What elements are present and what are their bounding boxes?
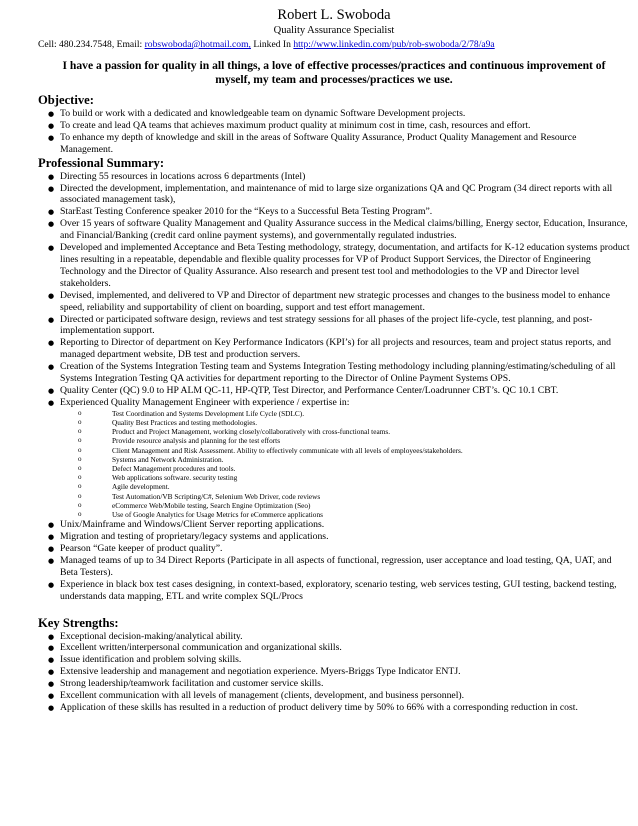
objective-heading: Objective: xyxy=(38,93,94,107)
sub-list-item: o Agile development. xyxy=(112,482,630,491)
sub-list-item: o Web applications software. security testing xyxy=(112,473,630,482)
list-item: ● Extensive leadership and management and negotiation experience. Myers-Briggs Type Indicator ENTJ. xyxy=(60,666,630,678)
strengths-heading: Key Strengths: xyxy=(38,615,119,630)
list-item: ● Directed or participated software design, reviews and test strategy sessions for all phases of the project life-cycle, test planning, and post-implementation support. xyxy=(60,314,630,338)
list-item: ● Directing 55 resources in locations across 6 departments (Intel) xyxy=(60,171,630,183)
list-item: ● Directed the development, implementation, and maintenance of mid to large size organizations QA and QC Program (34 direct reports with all associated management task), xyxy=(60,183,630,207)
list-item: ● Quality Center (QC) 9.0 to HP ALM QC-11, HP-QTP, Test Director, and Performance Center/Loadrunner CBT’s. QC 10.1 CBT. xyxy=(60,385,630,397)
section-spacer xyxy=(38,603,630,614)
expertise-intro: Experienced Quality Management Engineer with experience / expertise in: xyxy=(60,396,350,408)
sub-list-item: o Product and Project Management, working closely/collaboratively with cross-functional teams. xyxy=(112,427,630,436)
list-item: ● StarEast Testing Conference speaker 2010 for the “Keys to a Successful Beta Testing Program”. xyxy=(60,206,630,218)
list-item xyxy=(60,397,630,519)
summary-list xyxy=(38,171,630,603)
list-item: ● Excellent written/interpersonal communication and organizational skills. xyxy=(60,642,630,654)
list-item: ● Strong leadership/teamwork facilitation and customer service skills. xyxy=(60,678,630,690)
strengths-list xyxy=(38,631,630,714)
sub-list-item: o eCommerce Web/Mobile testing, Search Engine Optimization (Seo) xyxy=(112,501,630,510)
sub-list-item: o Test Automation/VB Scripting/C#, Selenium Web Driver, code reviews xyxy=(112,492,630,501)
candidate-name: Robert L. Swoboda xyxy=(277,7,391,23)
list-item: ● Over 15 years of software Quality Management and Quality Assurance success in the Medical claims/billing, Energy sector, Education, Insurance, and Financial/Banking (credit card online payment systems), and governmentally regulated industries. xyxy=(60,218,630,242)
summary-heading: Professional Summary: xyxy=(38,155,165,170)
sub-list-item: o Defect Management procedures and tools. xyxy=(112,464,630,473)
list-item: ● Excellent communication with all levels of management (clients, development, and business personnel). xyxy=(60,690,630,702)
contact-line xyxy=(38,38,630,51)
list-item: ● To enhance my depth of knowledge and skill in the areas of Software Quality Assurance, Product Quality Management and Resource Management. xyxy=(60,132,630,156)
email-link[interactable]: robswoboda@hotmail.com, xyxy=(144,39,251,50)
list-item: ● To create and lead QA teams that achieves maximum product quality at minimum cost in time, cash, resources and effort. xyxy=(60,120,630,132)
list-item: ● Application of these skills has resulted in a reduction of product delivery time by 50% to 66% with a corresponding reduction in cost. xyxy=(60,702,630,714)
tagline: I have a passion for quality in all things, a love of effective processes/practices and continuous improvement of myself, my team and processes/practices we use. xyxy=(62,59,606,86)
sub-list-item: o Use of Google Analytics for Usage Metrics for eCommerce applications xyxy=(112,510,630,519)
contact-prefix: Cell: 480.234.7548, Email: xyxy=(38,39,145,50)
list-item: ● Experience in black box test cases designing, in context-based, exploratory, scenario testing, web services testing, GUI testing, backend testing, understands data mapping, ETL and write complex SQL/Procs xyxy=(60,579,630,603)
sub-list-item: o Client Management and Risk Assessment. Ability to effectively communicate with all levels of employees/stakeholders. xyxy=(112,446,630,455)
list-item: ● Migration and testing of proprietary/legacy systems and applications. xyxy=(60,531,630,543)
candidate-role: Quality Assurance Specialist xyxy=(273,25,395,36)
sub-list-item: o Quality Best Practices and testing methodologies. xyxy=(112,418,630,427)
sub-list-item: o Systems and Network Administration. xyxy=(112,455,630,464)
objective-list xyxy=(38,108,630,156)
list-item: ● Pearson “Gate keeper of product quality”. xyxy=(60,543,630,555)
list-item: ● To build or work with a dedicated and knowledgeable team on dynamic Software Development projects. xyxy=(60,108,630,120)
list-item: ● Devised, implemented, and delivered to VP and Director of department new strategic processes and changes to the business model to enhance speed, reliability and supportability of client on boarding, support and test effort management. xyxy=(60,290,630,314)
list-item: ● Developed and implemented Acceptance and Beta Testing methodology, strategy, documentation, and artifacts for K-12 education systems product lines resulting in a repeatable, dependable and flexible quality processes for VP of Product Support Services, the Director of Engineering Technology and the Director of Quality Assurance. Also research and present test tool and methodologies to the VP and Director level stakeholders. xyxy=(60,242,630,290)
linkedin-label: Linked In xyxy=(250,39,294,50)
list-item: ● Managed teams of up to 34 Direct Reports (Participate in all aspects of functional, regression, user acceptance and load testing, QA, UAT, and Beta Testers). xyxy=(60,555,630,579)
expertise-sublist xyxy=(60,409,630,519)
sub-list-item: o Provide resource analysis and planning for the test efforts xyxy=(112,436,630,445)
list-item: ● Issue identification and problem solving skills. xyxy=(60,654,630,666)
sub-list-item: o Test Coordination and Systems Development Life Cycle (SDLC). xyxy=(112,409,630,418)
list-item: ● Exceptional decision-making/analytical ability. xyxy=(60,631,630,643)
list-item: ● Unix/Mainframe and Windows/Client Server reporting applications. xyxy=(60,519,630,531)
list-item: ● Reporting to Director of department on Key Performance Indicators (KPI’s) for all projects and resources, team and project status reports, and managed department website, DB test and production servers. xyxy=(60,337,630,361)
linkedin-link[interactable]: http://www.linkedin.com/pub/rob-swoboda/2/78/a9a xyxy=(293,39,495,50)
list-item: ● Creation of the Systems Integration Testing team and Systems Integration Testing methodology including planning/estimating/scheduling of all Systems Integration Testing QA activities for department reporting to the Director of Online Payment Systems OPS. xyxy=(60,361,630,385)
